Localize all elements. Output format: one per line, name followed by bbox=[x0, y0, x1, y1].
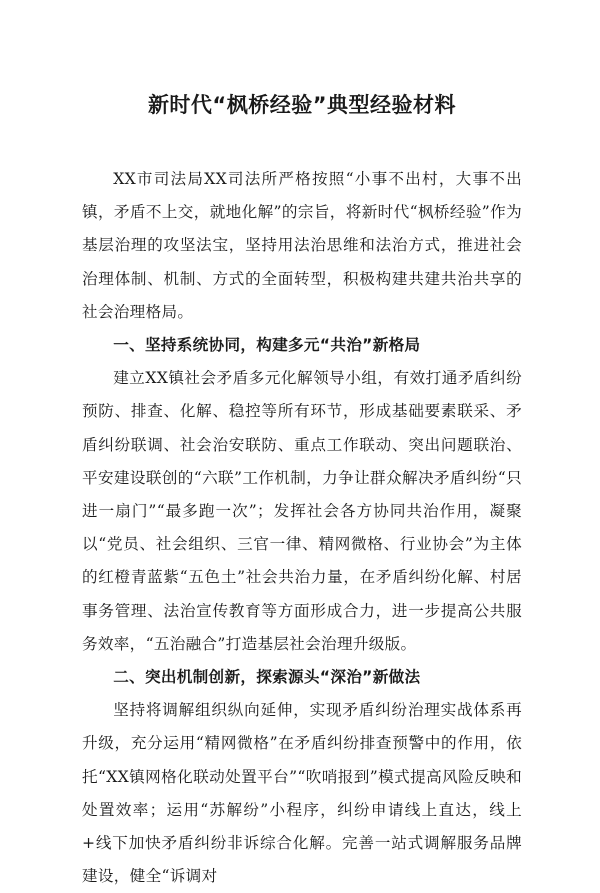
document-title: 新时代“枫桥经验”典型经验材料 bbox=[147, 93, 457, 117]
section-body-1: 建立XX镇社会矛盾多元化解领导小组，有效打通矛盾纠纷预防、排查、化解、稳控等所有环节，形成基础要素联采、矛盾纠纷联调、社会治安联防、重点工作联动、突出问题联治、平安建设联创的“六联”工作机制，力争让群众解决矛盾纠纷“只进一扇门”“最多跑一次”；发挥社会各方协同共治作用，凝聚以“党员、社会组织、三官一律、精网微格、行业协会”为主体的红橙青蓝紫“五色土”社会共治力量，在矛盾纠纷化解、村居事务管理、法治宣传教育等方面形成合力，进一步提高公共服务效率，“五治融合”打造基层社会治理升级版。 bbox=[82, 369, 522, 653]
section-heading-1: 一、坚持系统协同，构建多元“共治”新格局 bbox=[113, 336, 421, 355]
section-heading-2: 二、突出机制创新，探索源头“深治”新做法 bbox=[113, 668, 421, 687]
intro-paragraph: XX市司法局XX司法所严格按照“小事不出村，大事不出镇，矛盾不上交，就地化解”的宗旨，将新时代“枫桥经验”作为基层治理的攻坚法宝，坚持用法治思维和法治方式，推进社会治理体制、机制、方式的全面转型，积极构建共建共治共享的社会治理格局。 bbox=[82, 170, 522, 321]
section-body-2: 坚持将调解组织纵向延伸，实现矛盾纠纷治理实战体系再升级，充分运用“精网微格”在矛盾纠纷排查预警中的作用，依托“XX镇网格化联动处置平台”“吹哨报到”模式提高风险反映和处置效率；运用“苏解纷”小程序，纠纷申请线上直达，线上+线下加快矛盾纠纷非诉综合化解。完善一站式调解服务品牌建设，健全“诉调对 bbox=[82, 701, 522, 886]
